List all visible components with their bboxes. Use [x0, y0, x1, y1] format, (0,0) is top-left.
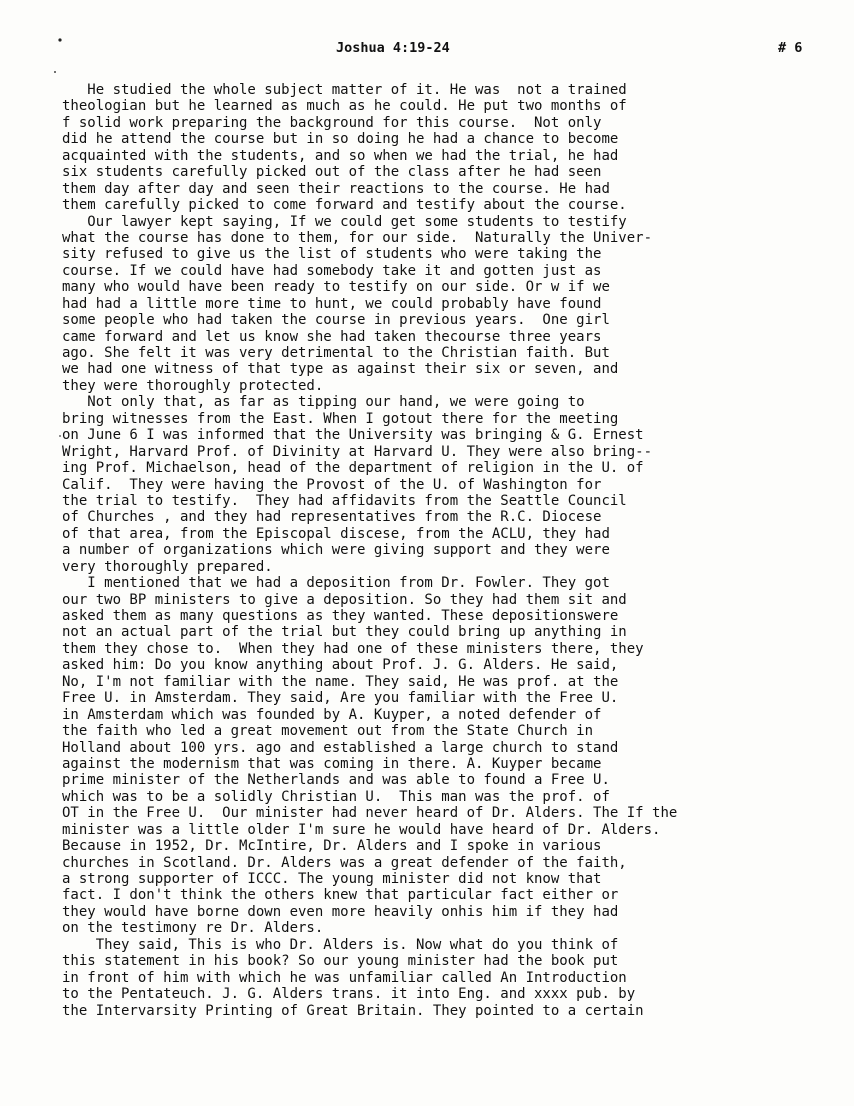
text-line: very thoroughly prepared. — [62, 558, 273, 575]
text-line: in front of him with which he was unfamiliar called An Introduction — [62, 969, 627, 986]
text-line: a number of organizations which were giving support and they were — [62, 542, 610, 559]
text-line: Free U. in Amsterdam. They said, Are you familiar with the Free U. — [62, 690, 619, 707]
text-line: they were thoroughly protected. — [62, 377, 324, 394]
text-line: some people who had taken the course in previous years. One girl — [62, 312, 610, 329]
text-line: what the course has done to them, for our side. Naturally the Univer- — [62, 229, 653, 246]
text-line: of that area, from the Episcopal discese, from the ACLU, they had — [62, 525, 610, 542]
page-number: # 6 — [778, 40, 803, 56]
text-line: churches in Scotland. Dr. Alders was a great defender of the faith, — [62, 854, 627, 871]
text-line: Our lawyer kept saying, If we could get some students to testify — [62, 213, 627, 230]
text-line: asked him: Do you know anything about Prof. J. G. Alders. He said, — [62, 657, 619, 674]
text-line: in Amsterdam which was founded by A. Kuyper, a noted defender of — [62, 706, 602, 723]
text-line: them day after day and seen their reactions to the course. He had — [62, 180, 610, 197]
text-line: the trial to testify. They had affidavits from the Seattle Council — [62, 492, 627, 509]
text-line: Because in 1952, Dr. McIntire, Dr. Alders and I spoke in various — [62, 838, 602, 855]
text-line: Wright, Harvard Prof. of Divinity at Harvard U. They were also bring-- — [62, 443, 653, 460]
text-line: f solid work preparing the background for this course. Not only — [62, 114, 602, 131]
text-line: course. If we could have had somebody take it and gotten just as — [62, 262, 602, 279]
text-line: the Intervarsity Printing of Great Britain. They pointed to a certain — [62, 1002, 644, 1019]
text-line: sity refused to give us the list of students who were taking the — [62, 246, 602, 263]
text-line: theologian but he learned as much as he could. He put two months of — [62, 98, 627, 115]
text-line: against the modernism that was coming in there. A. Kuyper became — [62, 755, 602, 772]
text-line: did he attend the course but in so doing he had a chance to become — [62, 131, 619, 148]
body-text — [62, 82, 842, 1019]
page-header — [0, 40, 854, 60]
text-line: bring witnesses from the East. When I gotout there for the meeting — [62, 410, 619, 427]
text-line: to the Pentateuch. J. G. Alders trans. it into Eng. and xxxx pub. by — [62, 986, 636, 1003]
text-line: They said, This is who Dr. Alders is. Now what do you think of — [62, 936, 619, 953]
text-line: we had one witness of that type as against their six or seven, and — [62, 361, 619, 378]
text-line: OT in the Free U. Our minister had never heard of Dr. Alders. The If the — [62, 805, 678, 822]
text-line: He studied the whole subject matter of it. He was not a trained — [62, 82, 627, 98]
text-line: of Churches , and they had representatives from the R.C. Diocese — [62, 509, 602, 526]
text-line: fact. I don't think the others knew that particular fact either or — [62, 887, 619, 904]
text-line: this statement in his book? So our young minister had the book put — [62, 953, 619, 970]
text-line: No, I'm not familiar with the name. They said, He was prof. at the — [62, 673, 619, 690]
text-line: them carefully picked to come forward and testify about the course. — [62, 197, 627, 214]
text-line: many who would have been ready to testify on our side. Or w if we — [62, 279, 610, 296]
text-line: came forward and let us know she had taken thecourse three years — [62, 328, 602, 345]
text-line: on the testimony re Dr. Alders. — [62, 920, 324, 937]
scan-speck — [54, 71, 56, 73]
text-line: had had a little more time to hunt, we could probably have found — [62, 295, 602, 312]
text-line: six students carefully picked out of the class after he had seen — [62, 164, 602, 181]
text-line: them they chose to. When they had one of these ministers there, they — [62, 640, 644, 657]
text-line: ago. She felt it was very detrimental to the Christian faith. But — [62, 345, 610, 361]
text-line: Calif. They were having the Provost of the U. of Washington for — [62, 476, 602, 493]
text-line: a strong supporter of ICCC. The young minister did not know that — [62, 871, 602, 887]
text-line: minister was a little older I'm sure he would have heard of Dr. Alders. — [62, 821, 661, 838]
text-line: they would have borne down even more heavily onhis him if they had — [62, 903, 619, 920]
scan-speck — [59, 435, 61, 437]
text-line: acquainted with the students, and so when we had the trial, he had — [62, 147, 619, 164]
page-title: Joshua 4:19-24 — [336, 40, 450, 56]
text-line: our two BP ministers to give a deposition. So they had them sit and — [62, 591, 627, 608]
text-line: ing Prof. Michaelson, head of the department of religion in the U. of — [62, 460, 644, 477]
text-line: Holland about 100 yrs. ago and established a large church to stand — [62, 739, 619, 756]
text-line: the faith who led a great movement out from the State Church in — [62, 723, 594, 740]
text-line: on June 6 I was informed that the University was bringing & G. Ernest — [62, 427, 644, 444]
text-line: asked them as many questions as they wanted. These depositionswere — [62, 608, 619, 624]
text-line: which was to be a solidly Christian U. This man was the prof. of — [62, 788, 610, 805]
text-line: I mentioned that we had a deposition from Dr. Fowler. They got — [62, 575, 610, 592]
text-line: prime minister of the Netherlands and was able to found a Free U. — [62, 772, 610, 789]
text-line: not an actual part of the trial but they could bring up anything in — [62, 624, 627, 641]
text-line: Not only that, as far as tipping our hand, we were going to — [62, 394, 585, 411]
